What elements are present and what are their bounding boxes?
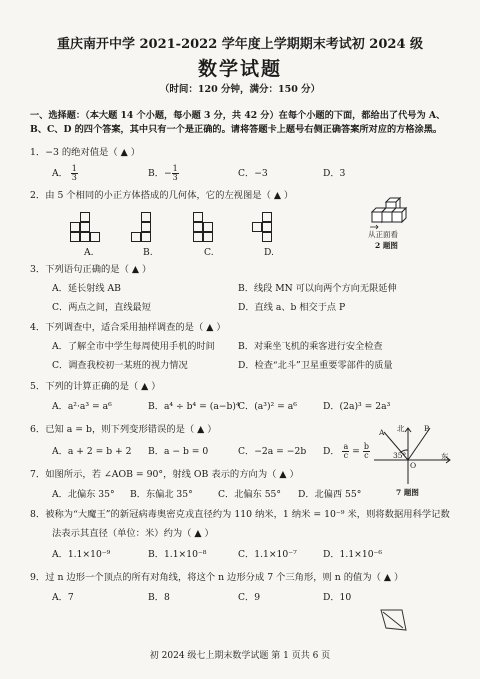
q2-figure-caption: 2 题图 (375, 241, 398, 250)
q7-option-a: A．北偏东 35° (52, 489, 115, 500)
q7-figure-caption: 7 题图 (396, 488, 419, 497)
q2-figure-b (131, 212, 161, 242)
q9-option-a: A．7 (52, 592, 74, 603)
q5-option-d: D．(2a)³ = 2a³ (323, 401, 391, 412)
q7-option-b: B．东偏北 35° (130, 489, 193, 500)
q8-option-c: C．1.1×10⁻⁷ (238, 549, 297, 560)
q5-option-c: C．(a³)² = a⁶ (238, 401, 297, 412)
question-4-stem: 4．下列调查中，适合采用抽样调查的是（ ▲ ） (30, 322, 226, 333)
scribble-mark (378, 606, 408, 634)
page-footer: 初 2024 级七上期末数学试题 第 1 页共 6 页 (149, 651, 331, 661)
exam-title: 重庆南开中学 2021-2022 学年度上学期期末考试初 2024 级 (56, 37, 424, 52)
q3-option-a: A．延长射线 AB (52, 283, 121, 294)
q2-figure-d (252, 212, 282, 242)
q4-option-a: A．了解全市中学生每周使用手机的时间 (52, 341, 215, 352)
section-instructions: 一、选择题：（本大题 14 个小题，每小题 3 分，共 42 分）在每个小题的下面，都给出了代号为 A、B、C、D 的四个答案，其中只有一个是正确的。请将答题卡上题号右侧正确答案所对应的方格涂黑。 (30, 110, 446, 136)
q8-option-b: B．1.1×10⁻⁸ (148, 549, 207, 560)
q1-option-b: B．− $\frac{1}{3}$ (148, 164, 178, 182)
q1-option-a: A． $\frac{1}{3}$ (52, 164, 77, 182)
question-6-stem: 6．已知 a = b，则下列变形错误的是（ ▲ ） (30, 424, 217, 435)
q1-option-d: D．3 (323, 168, 346, 179)
q6-option-c: C．−2a = −2b (238, 446, 307, 457)
q1-option-c: C．−3 (238, 168, 268, 179)
q3-option-b: B．线段 MN 可以向两个方向无限延伸 (238, 283, 397, 294)
q4-option-b: B．对乘坐飞机的乘客进行安全检查 (238, 341, 383, 352)
q3-option-d: D．直线 a、b 相交于点 P (238, 302, 346, 313)
cube-stack-figure (366, 196, 414, 230)
point-b-label: B (424, 424, 430, 433)
point-a-label: A (379, 428, 385, 437)
q2-option-a: A. (84, 247, 94, 258)
q9-option-d: D．10 (323, 592, 352, 603)
question-5-stem: 5．下列的计算正确的是（ ▲ ） (30, 381, 161, 392)
q4-option-d: D．检查“北斗”卫星重要零部件的质量 (238, 360, 393, 371)
question-9-stem: 9．过 n 边形一个顶点的所有对角线，将这个 n 边形分成 7 个三角形，则 n 的值为（ ▲ ） (30, 572, 404, 583)
q6-option-a: A．a + 2 = b + 2 (52, 446, 132, 457)
q9-option-c: C．9 (238, 592, 261, 603)
q5-option-b: B．a⁴ ÷ b⁴ = (a−b)⁴ (148, 401, 240, 412)
q2-option-d: D. (264, 247, 274, 258)
question-2-stem: 2．由 5 个相同的小正方体搭成的几何体，它的左视图是（ ▲ ） (30, 190, 294, 201)
question-8-stem-line2: 法表示其直径（单位：米）约为（ ▲ ） (52, 528, 214, 539)
q7-option-d: D．北偏西 55° (298, 489, 362, 500)
question-8-stem-line1: 8．被称为“大魔王”的新冠病毒奥密克戎直径约为 110 纳米，1 纳米 = 10⁻⁹ 米，则将数据用科学记数 (30, 509, 450, 520)
question-3-stem: 3．下列语句正确的是（ ▲ ） (30, 264, 152, 275)
question-1-stem: 1．−3 的绝对值是（ ▲ ） (30, 147, 141, 158)
subject-title: 数学试题 (197, 58, 282, 80)
q1-fraction-b: $\frac{1}{3}$ (172, 164, 178, 182)
exam-info: （时间：120 分钟，满分：150 分） (159, 84, 321, 95)
q1-fraction-a: $\frac{1}{3}$ (71, 164, 77, 182)
q6-option-b: B．a − b = 0 (148, 446, 209, 457)
angle-label: 35° (393, 451, 407, 460)
east-label: 东 (441, 452, 449, 461)
origin-label: O (410, 461, 417, 470)
q2-option-c: C. (204, 247, 214, 258)
q5-option-a: A．a²·a³ = a⁶ (52, 401, 112, 412)
q6-option-d: D． $\frac{a}{c}$ = $\frac{b}{c}$ (323, 442, 369, 460)
q6-fraction-right: $\frac{b}{c}$ (363, 442, 369, 460)
q8-option-a: A．1.1×10⁻⁹ (52, 549, 111, 560)
q2-figure-caption-view: 从正面看 (368, 230, 398, 239)
q2-figure-c (193, 212, 223, 242)
q2-option-b: B. (143, 247, 153, 258)
q4-option-c: C．调查我校初一某班的视力情况 (52, 360, 188, 371)
q9-option-b: B．8 (148, 592, 170, 603)
q3-option-c: C．两点之间，直线最短 (52, 302, 151, 313)
q6-fraction-left: $\frac{a}{c}$ (343, 442, 349, 460)
north-label: 北 (397, 424, 405, 433)
q8-option-d: D．1.1×10⁻⁶ (323, 549, 383, 560)
q7-option-c: C．北偏东 55° (218, 489, 281, 500)
q2-figure-a (70, 212, 110, 242)
question-7-stem: 7．如图所示，若 ∠AOB = 90°，射线 OB 表示的方向为（ ▲ ） (30, 469, 299, 480)
